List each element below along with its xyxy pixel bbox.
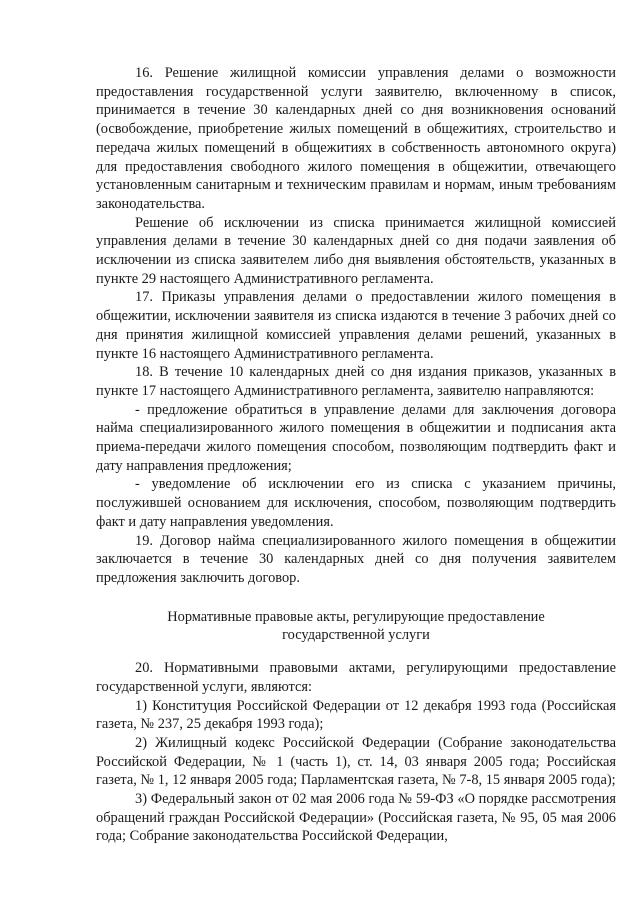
list-item-3: 3) Федеральный закон от 02 мая 2006 года № 59-ФЗ «О порядке рассмотрения обращений граждан Российской Федерации» (Российская газета, № 95, 05 мая 2006 года; Собрание законодательства Российской Федерации, (96, 791, 616, 845)
paragraph-16-exclusion: Решение об исключении из списка принимается жилищной комиссией управления делами в течение 30 календарных дней со дня подачи заявления об исключении из списка заявителем либо дня выявления обстоятельств, указанных в пункте 29 настоящего Административного регламента. (96, 214, 616, 287)
paragraph-18: 18. В течение 10 календарных дней со дня издания приказов, указанных в пункте 17 настоящего Административного регламента, заявителю направляются: (96, 364, 616, 399)
paragraph-17: 17. Приказы управления делами о предоставлении жилого помещения в общежитии, исключении заявителя из списка издаются в течение 3 рабочих дней со дня принятия жилищной комиссией управления делами решений, указанных в пункте 16 настоящего Административного регламента. (96, 289, 616, 362)
section-spacer (96, 588, 616, 608)
section-spacer (96, 645, 616, 659)
paragraph-20: 20. Нормативными правовыми актами, регулирующими предоставление государственной услуги, являются: (96, 660, 616, 695)
list-item-1: 1) Конституция Российской Федерации от 12 декабря 1993 года (Российская газета, № 237, 25 декабря 1993 года); (96, 697, 616, 733)
paragraph-16: 16. Решение жилищной комиссии управления делами о возможности предоставления государственной услуги заявителю, включенному в список, принимается в течение 30 календарных дней со дня возникновения оснований (освобождение, приобретение жилых помещений в общежитиях, строительство и передача жилых помещений в общежитиях в собственность автономного округа) для предоставления свободного жилого помещения в общежитии, отвечающего установленным санитарным и техническим правилам и нормам, иным требованиям законодательства. (96, 65, 616, 212)
list-item-2: 2) Жилищный кодекс Российской Федерации (Собрание законодательства Российской Федерации, № 1 (часть 1), ст. 14, 03 января 2005 года; Российская газета, № 1, 12 января 2005 года; Парламентская газета, № 7-8, 15 января 2005 года); (96, 734, 616, 789)
section-heading-line-2: государственной услуги (282, 627, 430, 644)
document-page (96, 64, 616, 846)
section-heading-line-1: Нормативные правовые акты, регулирующие предоставление (167, 608, 545, 625)
paragraph-18-item-notice: - уведомление об исключении его из списка с указанием причины, послужившей основанием для исключения, способом, позволяющим подтвердить факт и дату направления уведомления. (96, 476, 616, 530)
paragraph-18-item-offer: - предложение обратиться в управление делами для заключения договора найма специализированного жилого помещения в общежитии и подписания акта приема-передачи жилого помещения способом, позволяющим подтвердить факт и дату направления предложения; (96, 401, 616, 474)
paragraph-19: 19. Договор найма специализированного жилого помещения в общежитии заключается в течение 30 календарных дней со дня получения заявителем предложения заключить договор. (96, 532, 616, 586)
